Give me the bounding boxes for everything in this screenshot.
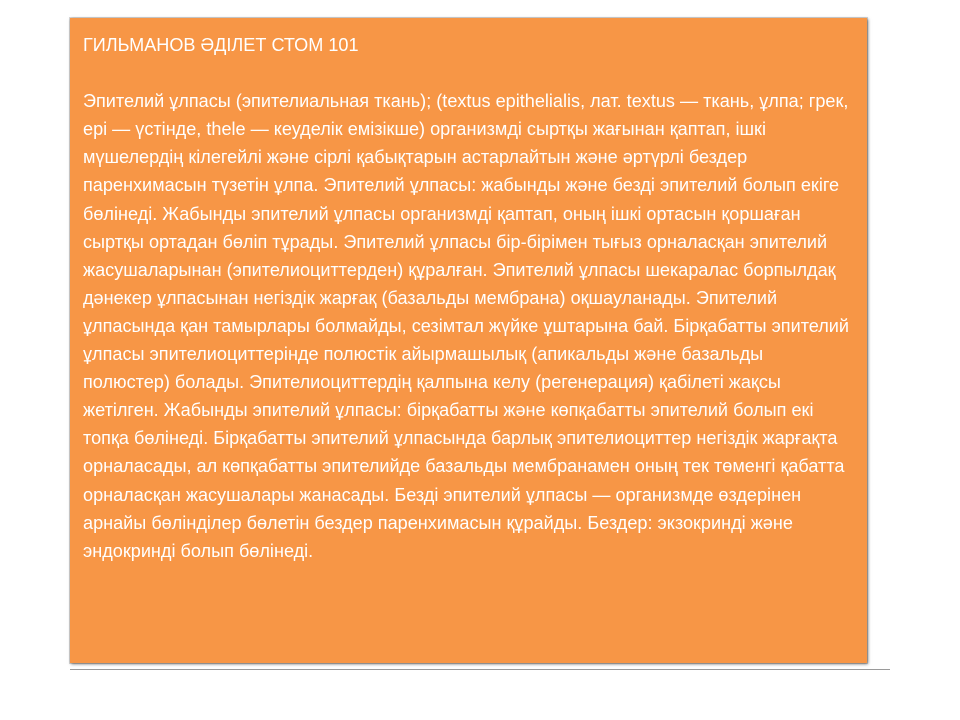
bottom-divider	[70, 669, 890, 670]
slide-body-text: Эпителий ұлпасы (эпителиальная ткань); (textus epithelialis, лат. textus — ткань, ұлпа; грек, epi — үстінде, thele — кеуделік емізікше) организмді сыртқы жағынан қаптап, ішкі мүшелердің кілегейлі және сірлі қабықтарын астарлайтын және әртүрлі бездер паренхимасын түзетін ұлпа. Эпителий ұлпасы: жабынды және безді эпителий болып екіге бөлінеді. Жабынды эпителий ұлпасы организмді қаптап, оның ішкі ортасын қоршаған сыртқы ортадан бөліп тұрады. Эпителий ұлпасы бір-бірімен тығыз орналасқан эпителий жасушаларынан (эпителиоциттерден) құралған. Эпителий ұлпасы шекаралас борпылдақ дәнекер ұлпасынан негіздік жарғақ (базальды мембрана) оқшауланады. Эпителий ұлпасында қан тамырлары болмайды, сезімтал жүйке ұштарына бай. Бірқабатты эпителий ұлпасы эпителиоциттерінде полюстік айырмашылық (апикальды және базальды полюстер) болады. Эпителиоциттердің қалпына келу (регенерация) қабілеті жақсы жетілген. Жабынды эпителий ұлпасы: бірқабатты және көпқабатты эпителий болып екі топқа бөлінеді. Бірқабатты эпителий ұлпасында барлық эпителиоциттер негіздік жарғақта орналасады, ал көпқабатты эпителийде базальды мембранамен оның тек төменгі қабатта орналасқан жасушалары жанасады. Безді эпителий ұлпасы — организмде өздерінен арнайы бөлінділер бөлетін бездер паренхимасын құрайды. Бездер: экзокринді және эндокринді болып бөлінеді.	[83, 91, 850, 561]
blank-line	[83, 59, 855, 87]
slide-heading: ГИЛЬМАНОВ ӘДІЛЕТ СТОМ 101	[83, 35, 359, 55]
content-text-box	[70, 18, 867, 663]
